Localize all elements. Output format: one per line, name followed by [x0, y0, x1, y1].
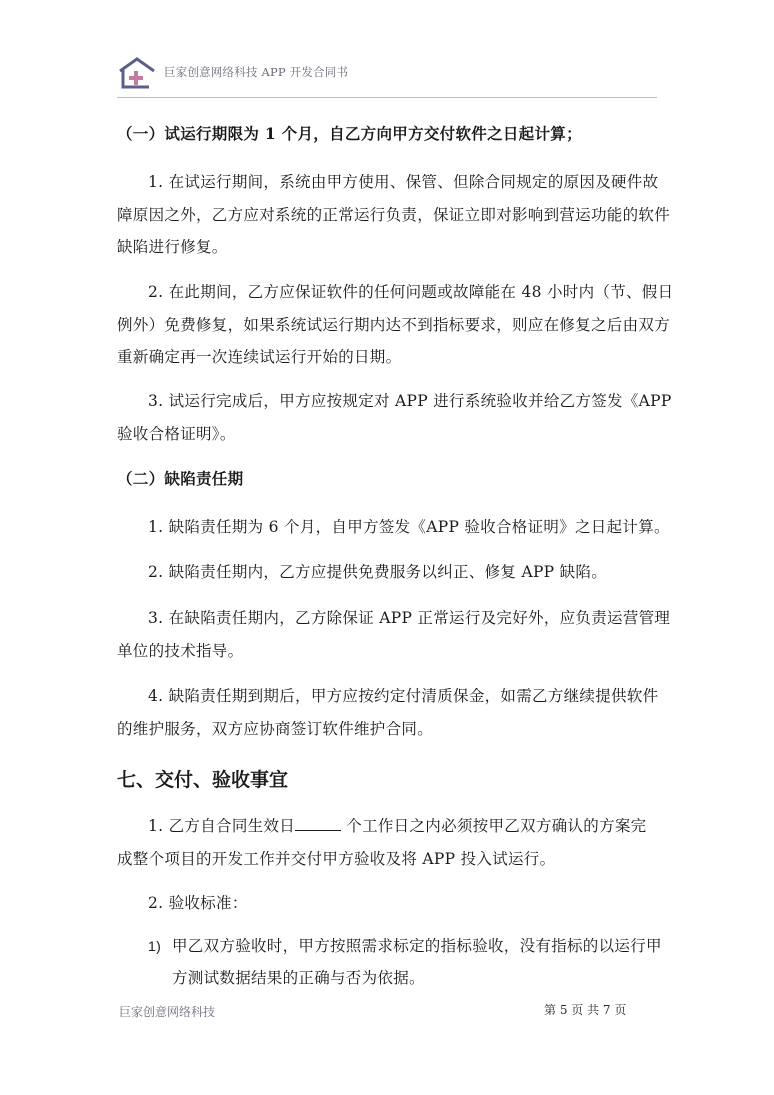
- footer-company: 巨家创意网络科技: [119, 1005, 216, 1019]
- header-title: 巨家创意网络科技 APP 开发合同书: [164, 65, 349, 79]
- paragraph-line: 验收合格证明》。: [117, 425, 236, 443]
- paragraph-line: 例外）免费修复，如果系统试运行期内达不到指标要求，则应在修复之后由双方: [117, 316, 671, 334]
- page-number: 第 5 页 共 7 页: [544, 1003, 627, 1017]
- paragraph-line: 2. 缺陷责任期内，乙方应提供免费服务以纠正、修复 APP 缺陷。: [148, 563, 608, 581]
- paragraph-line: 1. 在试运行期间，系统由甲方使用、保管、但除合同规定的原因及硬件故: [148, 173, 659, 191]
- chapter-heading-delivery: 七、交付、验收事宜: [117, 769, 289, 791]
- list-marker: 1): [148, 938, 162, 954]
- list-item-text: 方测试数据结果的正确与否为依据。: [172, 969, 425, 987]
- paragraph-fragment: 1. 乙方自合同生效日: [148, 817, 296, 835]
- paragraph-line: [148, 816, 646, 836]
- paragraph-line: 缺陷进行修复。: [117, 238, 228, 256]
- section-heading-trial: （一）试运行期限为 1 个月，自乙方向甲方交付软件之日起计算；: [117, 124, 582, 143]
- paragraph-line: 的维护服务，双方应协商签订软件维护合同。: [117, 720, 434, 738]
- paragraph-line: 成整个项目的开发工作并交付甲方验收及将 APP 投入试运行。: [117, 850, 556, 868]
- paragraph-fragment: 个工作日之内必须按甲乙双方确认的方案完: [346, 817, 647, 835]
- company-logo: [117, 56, 157, 90]
- paragraph-line: 重新确定再一次连续试运行开始的日期。: [117, 348, 402, 366]
- paragraph-line: 2. 验收标准：: [148, 894, 248, 912]
- paragraph-line: 3. 试运行完成后，甲方应按规定对 APP 进行系统验收并给乙方签发《APP: [148, 392, 672, 410]
- header-divider: [117, 97, 657, 98]
- blank-underline: [295, 816, 341, 831]
- paragraph-line: 1. 缺陷责任期为 6 个月，自甲方签发《APP 验收合格证明》之日起计算。: [148, 518, 670, 536]
- list-item-text: 甲乙双方验收时，甲方按照需求标定的指标验收，没有指标的以运行甲: [172, 937, 662, 955]
- section-heading-defect: （二）缺陷责任期: [117, 469, 244, 488]
- paragraph-line: 单位的技术指导。: [117, 642, 244, 660]
- paragraph-line: 2. 在此期间，乙方应保证软件的任何问题或故障能在 48 小时内（节、假日: [148, 283, 674, 301]
- paragraph-line: 3. 在缺陷责任期内，乙方除保证 APP 正常运行及完好外，应负责运营管理: [148, 609, 671, 627]
- paragraph-line: 4. 缺陷责任期到期后，甲方应按约定付清质保金，如需乙方继续提供软件: [148, 687, 659, 705]
- paragraph-line: 障原因之外，乙方应对系统的正常运行负责，保证立即对影响到营运功能的软件: [117, 206, 671, 224]
